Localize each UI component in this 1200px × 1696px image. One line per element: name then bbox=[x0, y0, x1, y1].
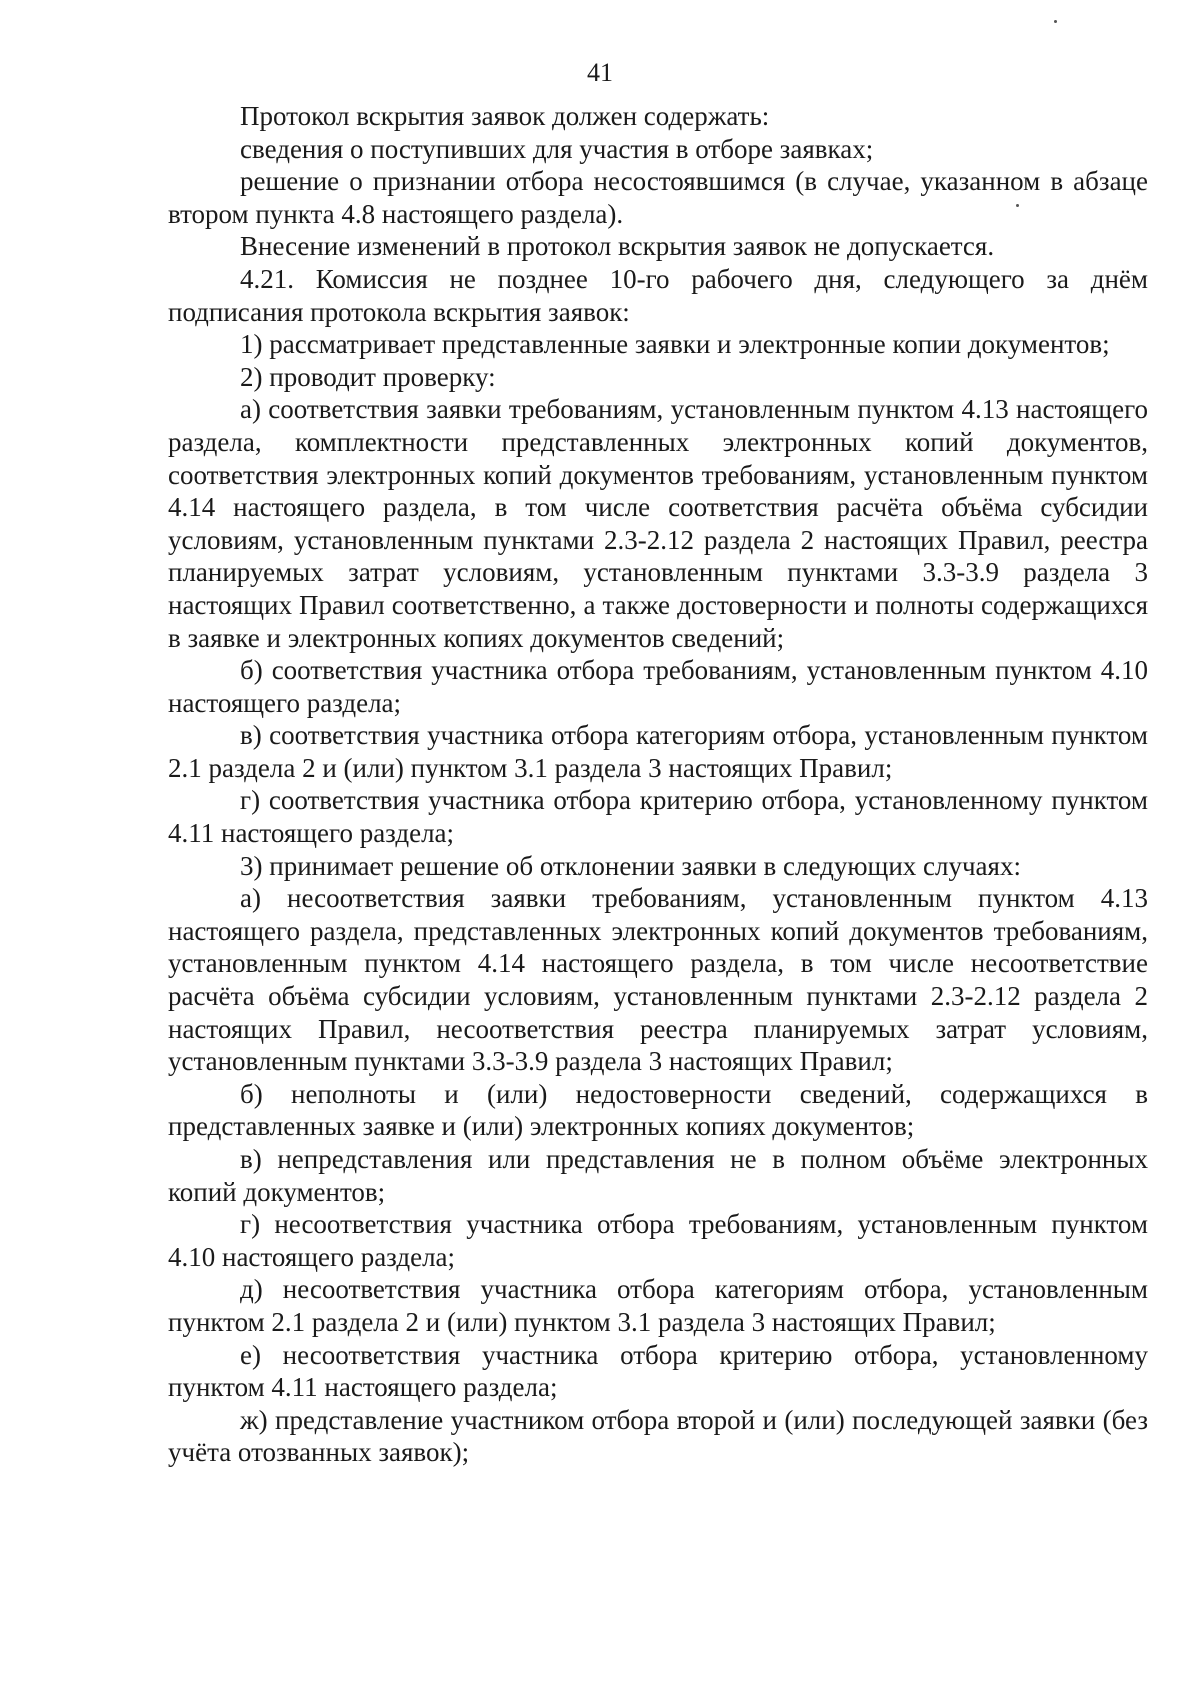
paragraph: 3) принимает решение об отклонении заявки в следующих случаях: bbox=[240, 850, 1021, 881]
paragraph: д) несоответствия участника отбора категориям отбора, установленным пунктом 2.1 раздела 2 и (или) пунктом 3.1 раздела 3 настоящих Правил; bbox=[168, 1274, 1148, 1337]
paragraph: решение о признании отбора несостоявшимся (в случае, указанном в абзаце втором пункта 4.8 настоящего раздела). bbox=[168, 166, 1148, 229]
scan-speck bbox=[1054, 20, 1057, 23]
paragraph: сведения о поступивших для участия в отборе заявках; bbox=[240, 133, 874, 164]
paragraph: а) несоответствия заявки требованиям, установленным пунктом 4.13 настоящего раздела, представленных электронных копий документов требованиям, установленным пунктом 4.14 настоящего раздела, в том числе несоответствие расчёта объёма субсидии условиям, установленным пунктами 2.3-2.12 раздела 2 настоящих Правил, несоответствия реестра планируемых затрат условиям, установленным пунктами 3.3-3.9 раздела 3 настоящих Правил; bbox=[168, 883, 1148, 1077]
paragraph: Протокол вскрытия заявок должен содержать: bbox=[240, 101, 770, 131]
paragraph: Внесение изменений в протокол вскрытия заявок не допускается. bbox=[240, 231, 995, 262]
paragraph: 4.21. Комиссия не позднее 10-го рабочего дня, следующего за днём подписания протокола вскрытия заявок: bbox=[168, 263, 1148, 327]
paragraph: ж) представление участником отбора второй и (или) последующей заявки (без учёта отозванных заявок); bbox=[168, 1404, 1148, 1468]
paragraph: г) несоответствия участника отбора требованиям, установленным пунктом 4.10 настоящего раздела; bbox=[168, 1209, 1148, 1272]
paragraph: г) соответствия участника отбора критерию отбора, установленному пунктом 4.11 настоящего раздела; bbox=[168, 785, 1148, 849]
paragraph: 2) проводит проверку: bbox=[240, 361, 496, 392]
paragraph: а) соответствия заявки требованиям, установленным пунктом 4.13 настоящего раздела, комплектности представленных электронных копий документов, соответствия электронных копий документов требованиям, установленным пунктом 4.14 настоящего раздела, в том числе соответствия расчёта объёма субсидии условиям, установленным пунктами 2.3-2.12 раздела 2 настоящих Правил, реестра планируемых затрат условиям, установленным пунктами 3.3-3.9 раздела 3 настоящих Правил соответственно, а также достоверности и полноты содержащихся в заявке и электронных копиях документов сведений; bbox=[168, 394, 1148, 653]
paragraph: б) неполноты и (или) недостоверности сведений, содержащихся в представленных заявке и (или) электронных копиях документов; bbox=[168, 1078, 1148, 1142]
document-body bbox=[168, 100, 1148, 1469]
paragraph: б) соответствия участника отбора требованиям, установленным пунктом 4.10 настоящего раздела; bbox=[168, 655, 1148, 718]
paragraph: в) соответствия участника отбора категориям отбора, установленным пунктом 2.1 раздела 2 и (или) пунктом 3.1 раздела 3 настоящих Правил; bbox=[168, 720, 1148, 783]
page-number: 41 bbox=[587, 58, 613, 87]
paragraph: е) несоответствия участника отбора критерию отбора, установленному пунктом 4.11 настоящего раздела; bbox=[168, 1339, 1148, 1403]
paragraph: 1) рассматривает представленные заявки и электронные копии документов; bbox=[240, 329, 1110, 360]
paragraph: в) непредставления или представления не в полном объёме электронных копий документов; bbox=[168, 1144, 1148, 1207]
